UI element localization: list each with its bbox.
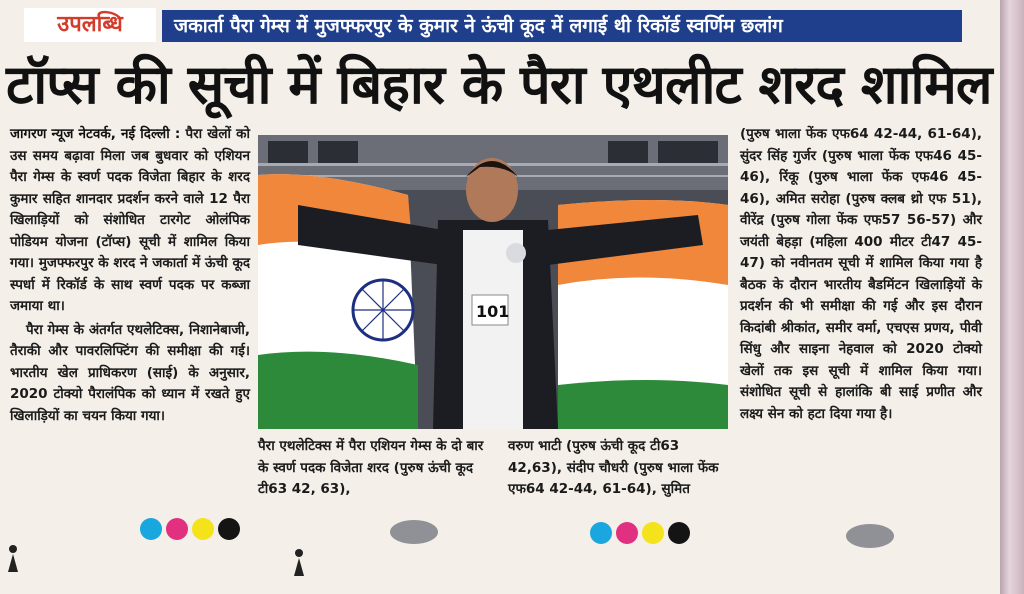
paragraph-1: पैरा खेलों को उस समय बढ़ावा मिला जब बुधवार को एशियन पैरा गेम्स के स्वर्ण पदक विजेता बिहार के शरद कुमार सहित शानदार प्रदर्शन करने वाले 12 पैरा खिलाड़ियों को संशोधित टारगेट ओलंपिक पोडियम योजना (टॉप्स) सूची में शामिल किया गया। मुजफ्फरपुर के शरद ने जकार्ता में ऊंची कूद स्पर्धा में रिकॉर्ड के साथ स्वर्ण पदक पर कब्जा जमाया था। [10, 126, 251, 314]
register-figure-icon [6, 544, 20, 572]
print-oval-mark [390, 520, 438, 544]
bib-number: 101 [476, 302, 510, 321]
article-column-4: (पुरुष भाला फेंक एफ64 42-44, 61-64), सुंदर सिंह गुर्जर (पुरुष भाला फेंक एफ46 45-46), रिंकू (पुरुष भाला फेंक एफ46 45-46), अमित सरोहा (पुरुष क्लब थ्रो एफ 51), वीरेंद्र (पुरुष गोला फेंक एफ57 56-57) और जयंती बेहड़ा (महिला 400 मीटर टी47 45-47) को नवीनतम सूची में शामिल किया गया है बैठक के दौरान भारतीय बैडमिंटन खिलाड़ियों के प्रदर्शन की भी समीक्षा की गई और इस दौरान किदांबी श्रीकांत, समीर वर्मा, एचएस प्रणय, पीवी सिंधु और साइना नेहवाल को 2020 टोक्यो खेलों तक इस सूची में शामिल किया गया। संशोधित सूची से हालांकि बी साई प्रणीत और लक्ष्य सेन को हटा दिया गया है। [740, 126, 982, 422]
page-edge [1000, 0, 1024, 594]
register-figure-icon [292, 548, 306, 576]
paragraph-2: पैरा गेम्स के अंतर्गत एथलेटिक्स, निशानेबाजी, तैराकी और पावरलिफ्टिंग की समीक्षा की गई। भारतीय खेल प्राधिकरण (साई) के अनुसार, 2020 टोक्यो पैरालंपिक को ध्यान में रखते हुए खिलाड़ियों का चयन किया गया। [10, 321, 250, 424]
athlete-with-flag-photo [258, 135, 728, 429]
black-mark [668, 522, 690, 544]
section-tag: उपलब्धि [24, 8, 156, 42]
strap-banner: जकार्ता पैरा गेम्स में मुजफ्फरपुर के कुमार ने ऊंची कूद में लगाई थी रिकॉर्ड स्वर्णिम छलांग [162, 10, 962, 42]
magenta-mark [166, 518, 188, 540]
registration-marks-left [140, 518, 240, 540]
yellow-mark [192, 518, 214, 540]
yellow-mark [642, 522, 664, 544]
headline: टॉप्स की सूची में बिहार के पैरा एथलीट शरद शामिल [6, 53, 992, 116]
byline: जागरण न्यूज नेटवर्क, नई दिल्ली : [10, 126, 181, 142]
article-column-1 [10, 124, 250, 427]
magenta-mark [616, 522, 638, 544]
black-mark [218, 518, 240, 540]
article-column-2: पैरा एथलेटिक्स में पैरा एशियन गेम्स के दो बार के स्वर्ण पदक विजेता शरद (पुरुष ऊंची कूद टी63 42, 63), [258, 438, 484, 497]
athlete-photo [258, 135, 728, 429]
cyan-mark [140, 518, 162, 540]
cyan-mark [590, 522, 612, 544]
print-oval-mark [846, 524, 894, 548]
article-column-3: वरुण भाटी (पुरुष ऊंची कूद टी63 42,63), संदीप चौधरी (पुरुष भाला फेंक एफ64 42-44, 61-64), सुमित [508, 438, 719, 497]
registration-marks-right [590, 522, 690, 544]
